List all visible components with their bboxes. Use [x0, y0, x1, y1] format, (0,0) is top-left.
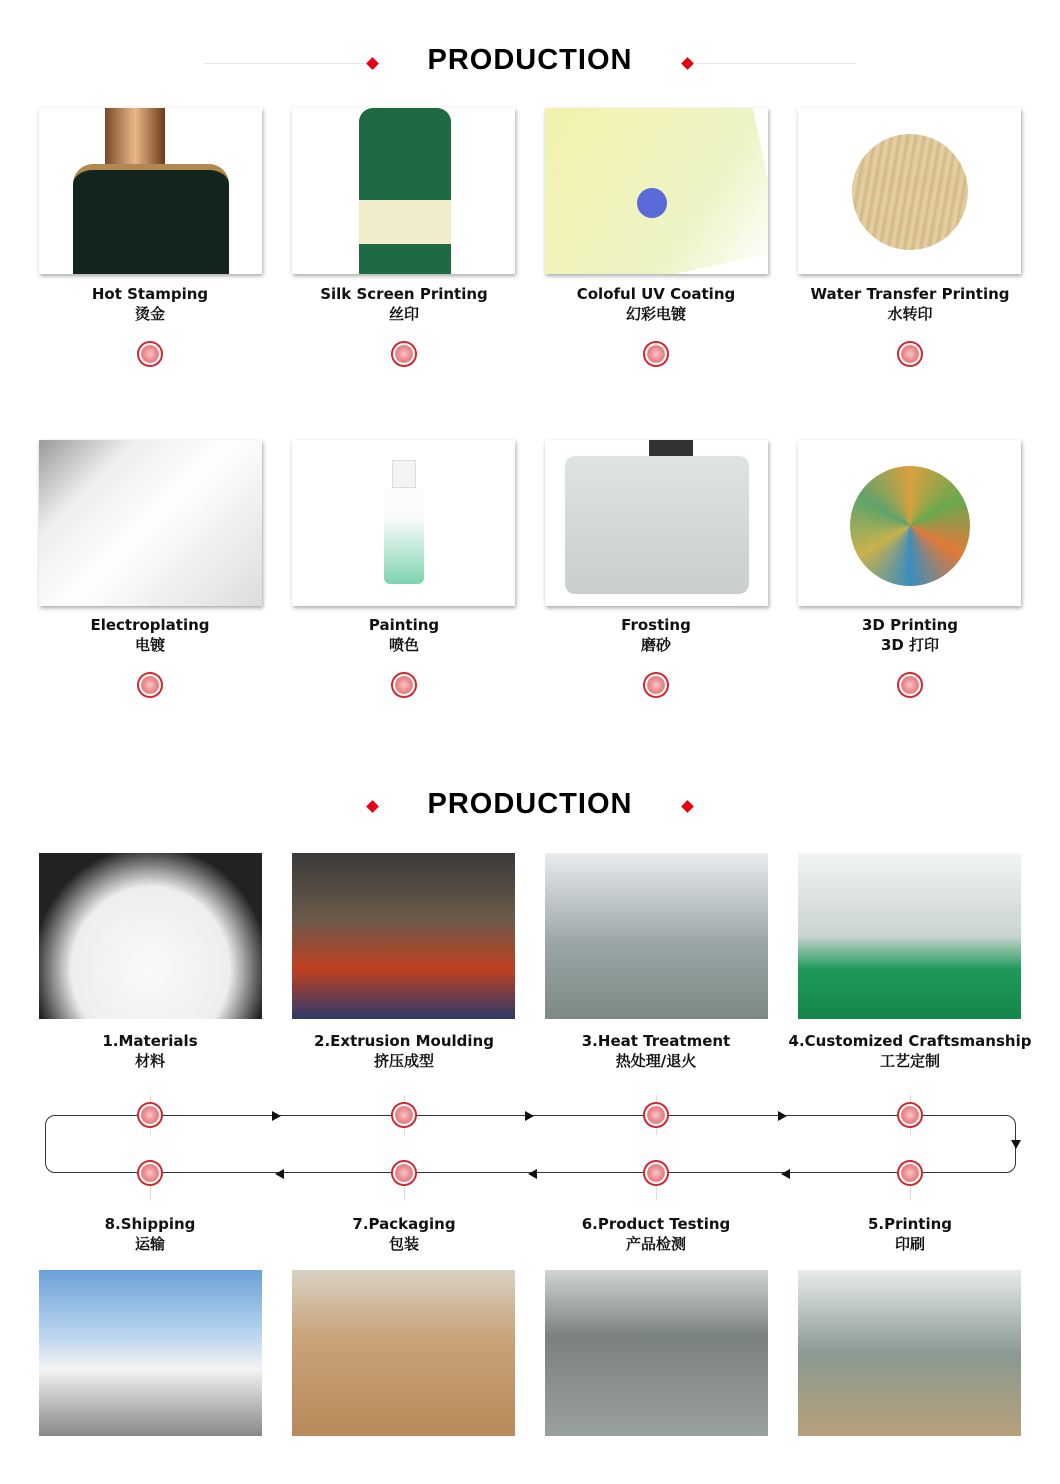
process-step-label: [526, 1031, 786, 1071]
3d-printing-image: [798, 440, 1021, 606]
section-title: PRODUCTION: [427, 788, 633, 820]
label-en: Frosting: [621, 616, 691, 634]
arrow-right-icon: [272, 1111, 281, 1121]
materials-image: [39, 853, 262, 1019]
process-step-label: [20, 1031, 280, 1071]
technique-label: [274, 615, 534, 655]
marker-dot-icon: [897, 672, 923, 698]
process-step-label: [780, 1031, 1040, 1071]
label-en: 7.Packaging: [352, 1215, 456, 1233]
process-step-label: [274, 1214, 534, 1254]
arrow-left-icon: [781, 1169, 790, 1179]
label-zh: 水转印: [887, 305, 933, 323]
technique-label: [274, 284, 534, 324]
process-step-label: [526, 1214, 786, 1254]
section-title: PRODUCTION: [427, 44, 633, 76]
label-zh: 挤压成型: [373, 1052, 434, 1070]
heat-treatment-image: [545, 853, 768, 1019]
arrow-right-icon: [525, 1111, 534, 1121]
label-zh: 材料: [134, 1052, 165, 1070]
packaging-image: [292, 1270, 515, 1436]
marker-dot-icon: [897, 1102, 923, 1128]
uv-coating-image: [545, 108, 768, 274]
technique-label: [20, 284, 280, 324]
arrow-down-icon: [1011, 1140, 1021, 1149]
marker-dot-icon: [897, 1160, 923, 1186]
marker-dot-icon: [391, 341, 417, 367]
label-zh: 丝印: [388, 305, 419, 323]
extrusion-image: [292, 853, 515, 1019]
label-zh: 电镀: [134, 636, 165, 654]
marker-dot-icon: [643, 1102, 669, 1128]
label-zh: 工艺定制: [879, 1052, 940, 1070]
label-zh: 磨砂: [640, 636, 671, 654]
arrow-left-icon: [275, 1169, 284, 1179]
water-transfer-image: [798, 108, 1021, 274]
painting-image: [292, 440, 515, 606]
label-zh: 3D 打印: [880, 636, 940, 654]
technique-label: [780, 284, 1040, 324]
electroplating-image: [39, 440, 262, 606]
testing-image: [545, 1270, 768, 1436]
marker-dot-icon: [391, 1102, 417, 1128]
marker-dot-icon: [897, 341, 923, 367]
process-step-label: [20, 1214, 280, 1254]
label-en: Electroplating: [90, 616, 210, 634]
label-en: 6.Product Testing: [581, 1215, 731, 1233]
marker-dot-icon: [137, 341, 163, 367]
divider: [696, 63, 856, 64]
label-zh: 热处理/退火: [615, 1052, 697, 1070]
marker-dot-icon: [137, 1102, 163, 1128]
label-zh: 烫金: [134, 305, 165, 323]
technique-label: [526, 615, 786, 655]
marker-dot-icon: [643, 672, 669, 698]
label-en: 3D Printing: [861, 616, 959, 634]
label-en: Coloful UV Coating: [576, 285, 736, 303]
label-en: 4.Customized Craftsmanship: [788, 1032, 1032, 1050]
marker-dot-icon: [137, 1160, 163, 1186]
marker-dot-icon: [643, 1160, 669, 1186]
label-zh: 产品检测: [625, 1235, 686, 1253]
label-zh: 包装: [388, 1235, 419, 1253]
label-en: Hot Stamping: [91, 285, 209, 303]
technique-label: [780, 615, 1040, 655]
label-en: Silk Screen Printing: [320, 285, 488, 303]
silk-screen-image: [292, 108, 515, 274]
printing-image: [798, 1270, 1021, 1436]
label-zh: 幻彩电镀: [625, 305, 686, 323]
label-en: 8.Shipping: [104, 1215, 196, 1233]
label-en: 1.Materials: [102, 1032, 198, 1050]
label-en: Painting: [368, 616, 440, 634]
label-zh: 运输: [134, 1235, 165, 1253]
label-en: 2.Extrusion Moulding: [314, 1032, 494, 1050]
arrow-right-icon: [778, 1111, 787, 1121]
technique-label: [20, 615, 280, 655]
craftsmanship-image: [798, 853, 1021, 1019]
marker-dot-icon: [391, 672, 417, 698]
process-flow-loop: [45, 1115, 1016, 1173]
marker-dot-icon: [391, 1160, 417, 1186]
technique-label: [526, 284, 786, 324]
label-en: 3.Heat Treatment: [581, 1032, 731, 1050]
arrow-left-icon: [528, 1169, 537, 1179]
marker-dot-icon: [643, 341, 669, 367]
label-en: 5.Printing: [867, 1215, 953, 1233]
process-step-label: [274, 1031, 534, 1071]
shipping-image: [39, 1270, 262, 1436]
process-step-label: [780, 1214, 1040, 1254]
label-en: Water Transfer Printing: [810, 285, 1010, 303]
hot-stamping-image: [39, 108, 262, 274]
label-zh: 印刷: [894, 1235, 925, 1253]
label-zh: 喷色: [388, 636, 419, 654]
marker-dot-icon: [137, 672, 163, 698]
frosting-image: [545, 440, 768, 606]
